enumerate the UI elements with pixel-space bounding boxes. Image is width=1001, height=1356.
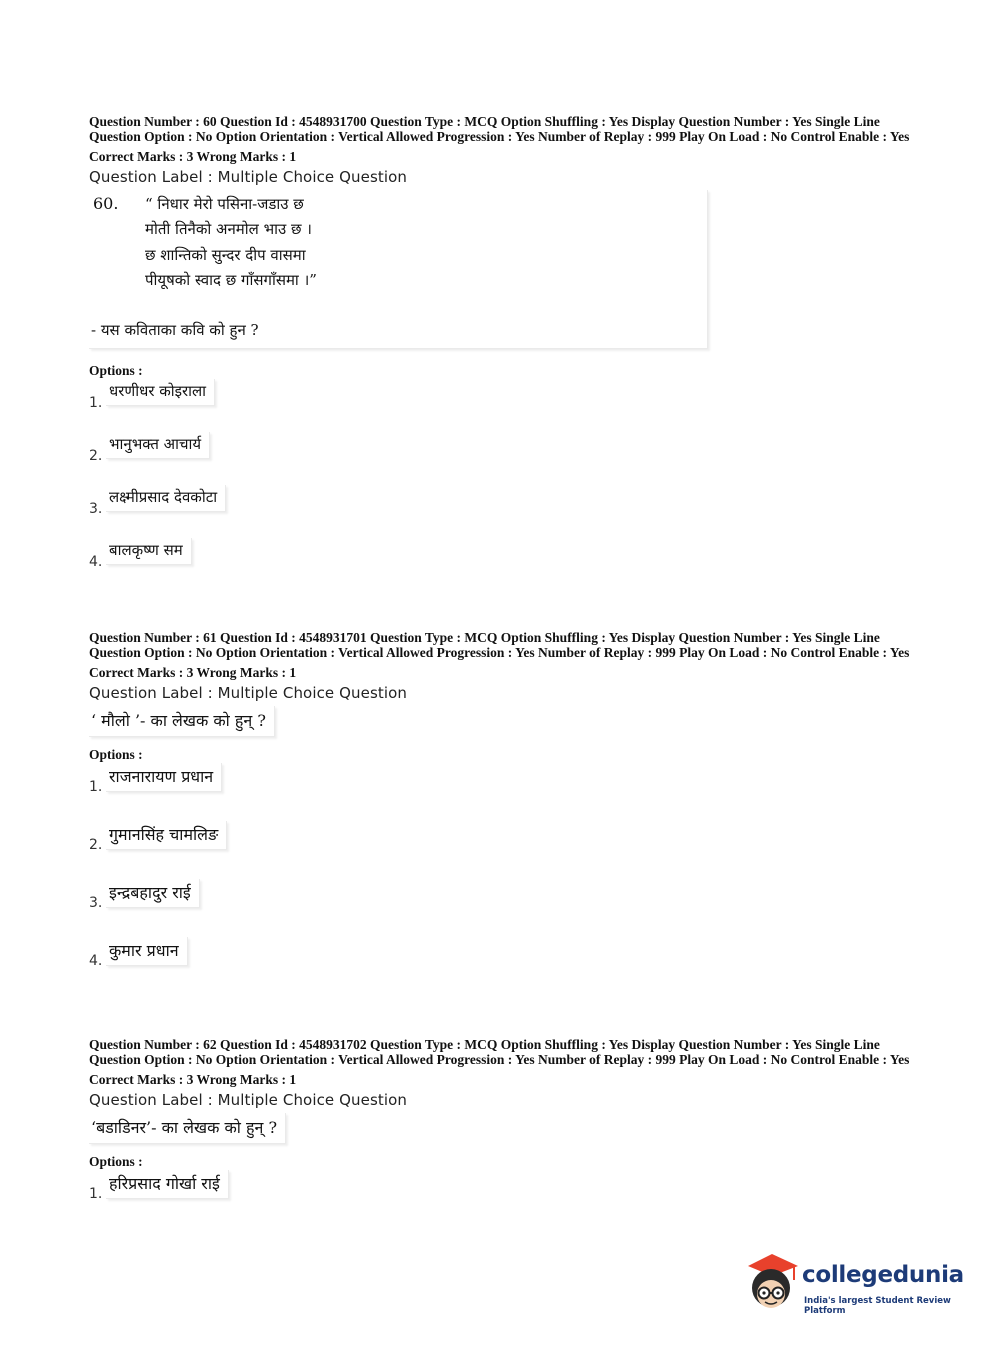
option-number: 1. <box>89 394 103 411</box>
option-1[interactable] <box>89 1170 929 1223</box>
option-number: 4. <box>89 952 103 969</box>
question-marks: Correct Marks : 3 Wrong Marks : 1 <box>89 665 297 680</box>
option-text: भानुभक्त आचार्य <box>106 432 210 459</box>
poem-line: छ शान्तिको सुन्दर दीप वासमा <box>145 245 306 264</box>
option-2[interactable] <box>89 432 929 485</box>
option-number: 1. <box>89 778 103 795</box>
option-number: 3. <box>89 894 103 911</box>
option-text: लक्ष्मीप्रसाद देवकोटा <box>106 485 226 512</box>
options-title: Options : <box>89 746 143 762</box>
option-2[interactable] <box>89 821 929 879</box>
option-text: धरणीधर कोइराला <box>106 379 215 406</box>
option-text: राजनारायण प्रधान <box>106 763 222 792</box>
question-60 <box>89 115 929 591</box>
logo-tagline: India's largest Student Review Platform <box>804 1296 951 1316</box>
option-text: इन्द्रबहादुर राई <box>106 879 200 908</box>
option-text: हरिप्रसाद गोर्खा राई <box>106 1170 229 1199</box>
question-62 <box>89 1038 929 1223</box>
question-stem-image <box>89 190 708 349</box>
question-label: Question Label : Multiple Choice Question <box>89 683 408 702</box>
question-marks: Correct Marks : 3 Wrong Marks : 1 <box>89 149 297 164</box>
option-text: गुमानसिंह चामलिङ <box>106 821 227 850</box>
option-number: 4. <box>89 553 103 570</box>
option-4[interactable] <box>89 538 929 591</box>
poem-text <box>145 192 317 294</box>
question-label: Question Label : Multiple Choice Question <box>89 167 408 186</box>
option-3[interactable] <box>89 485 929 538</box>
collegedunia-logo <box>742 1250 972 1320</box>
option-text: बालकृष्ण सम <box>106 538 192 565</box>
option-number: 1. <box>89 1185 103 1202</box>
options-title: Options : <box>89 1153 143 1169</box>
logo-wordmark: collegedunia <box>802 1262 964 1288</box>
mascot-icon <box>742 1250 802 1316</box>
question-meta: Question Number : 62 Question Id : 4548931702 Question Type : MCQ Option Shuffling : Yes Display Question Number : Yes Single Line Question Option : No Option Orientation : Vertical Allowed Progression : Yes Number of Replay : 999 Play On Load : No Control Enable : Yes <box>89 1037 910 1067</box>
question-61 <box>89 631 929 995</box>
option-4[interactable] <box>89 937 929 995</box>
option-number: 2. <box>89 836 103 853</box>
question-stem: ‘बडाडिनर’- का लेखक को हुन् ? <box>89 1113 286 1144</box>
question-number: 60. <box>93 193 119 213</box>
poem-line: “ निधार मेरो पसिना-जडाउ छ <box>145 194 304 213</box>
poem-line: मोती तिनैको अनमोल भाउ छ । <box>145 220 312 238</box>
option-1[interactable] <box>89 379 929 432</box>
question-marks: Correct Marks : 3 Wrong Marks : 1 <box>89 1072 297 1087</box>
option-number: 2. <box>89 447 103 464</box>
question-stem: - यस कविताका कवि को हुन ? <box>91 320 259 339</box>
option-1[interactable] <box>89 763 929 821</box>
options-title: Options : <box>89 362 143 378</box>
option-3[interactable] <box>89 879 929 937</box>
question-meta: Question Number : 60 Question Id : 4548931700 Question Type : MCQ Option Shuffling : Yes Display Question Number : Yes Single Line Question Option : No Option Orientation : Vertical Allowed Progression : Yes Number of Replay : 999 Play On Load : No Control Enable : Yes <box>89 114 910 144</box>
poem-line: पीयूषको स्वाद छ गाँसगाँसमा ।” <box>145 271 317 289</box>
question-meta: Question Number : 61 Question Id : 4548931701 Question Type : MCQ Option Shuffling : Yes Display Question Number : Yes Single Line Question Option : No Option Orientation : Vertical Allowed Progression : Yes Number of Replay : 999 Play On Load : No Control Enable : Yes <box>89 630 910 660</box>
option-number: 3. <box>89 500 103 517</box>
question-label: Question Label : Multiple Choice Question <box>89 1090 408 1109</box>
question-stem: ‘ मौलो ’- का लेखक को हुन् ? <box>89 706 275 737</box>
option-text: कुमार प्रधान <box>106 937 188 966</box>
